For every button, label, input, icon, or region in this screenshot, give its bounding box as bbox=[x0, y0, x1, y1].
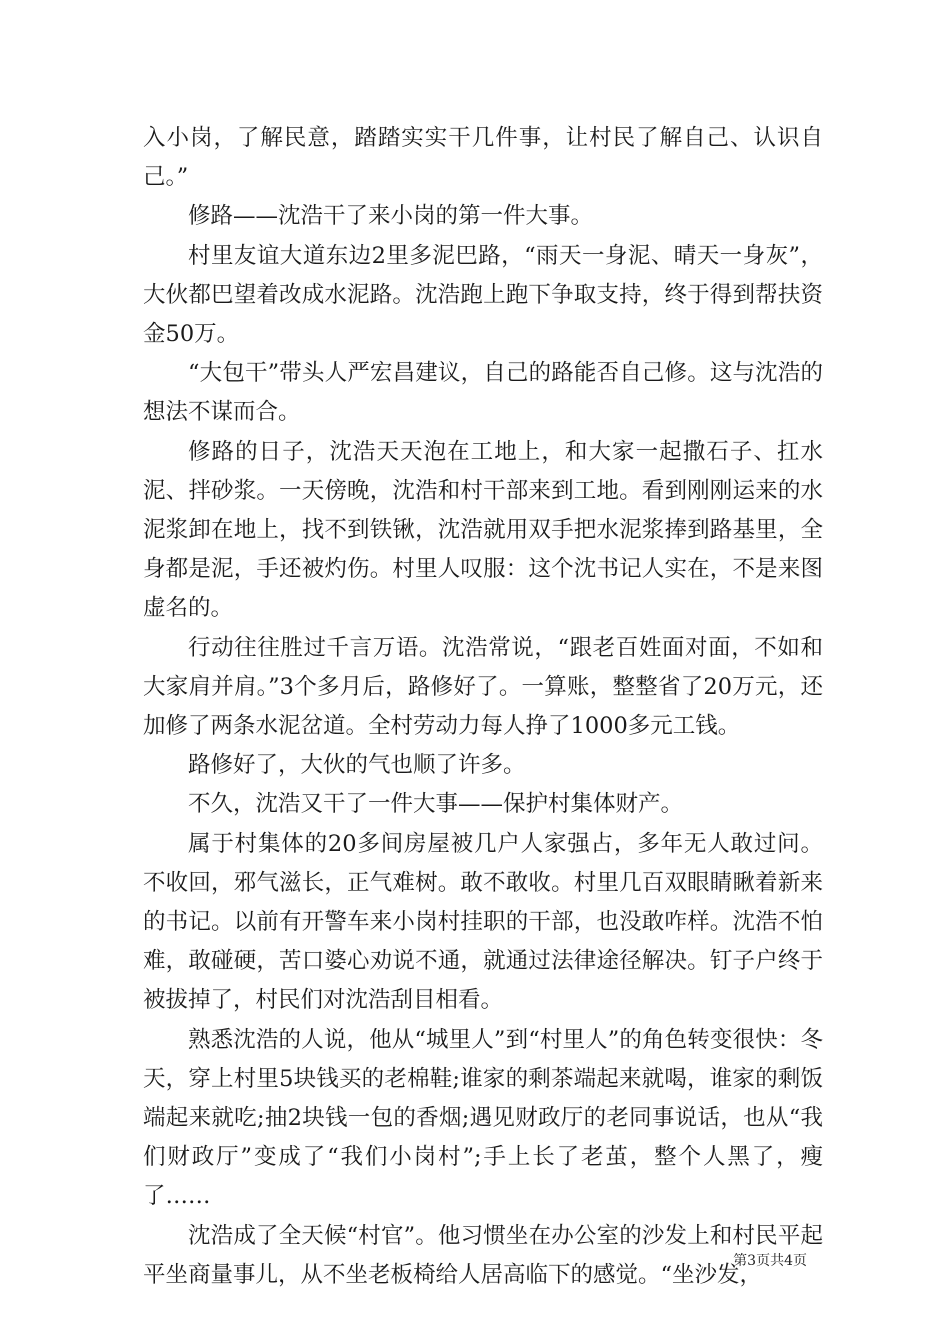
paragraph: 属于村集体的20多间房屋被几户人家强占，多年无人敢过问。不收回，邪气滋长，正气难树。敢不敢收。村里几百双眼睛瞅着新来的书记。以前有开警车来小岗村挂职的干部，也没敢咋样。沈浩不怕难，敢碰硬，苦口婆心劝说不通，就通过法律途径解决。钉子户终于被拔掉了，村民们对沈浩刮目相看。 bbox=[143, 830, 823, 1014]
paragraph: 修路——沈浩干了来小岗的第一件大事。 bbox=[188, 203, 594, 230]
paragraph: 村里友谊大道东边2里多泥巴路，“雨天一身泥、晴天一身灰”，大伙都巴望着改成水泥路。沈浩跑上跑下争取支持，终于得到帮扶资金50万。 bbox=[143, 242, 823, 348]
paragraph-continuation: 入小岗，了解民意，踏踏实实干几件事，让村民了解自己、认识自己。” bbox=[143, 125, 823, 191]
paragraph: 行动往往胜过千言万语。沈浩常说，“跟老百姓面对面，不如和大家肩并肩。”3个多月后，路修好了。一算账，整整省了20万元，还加修了两条水泥岔道。全村劳动力每人挣了1000多元工钱。 bbox=[143, 634, 823, 740]
paragraph: 不久，沈浩又干了一件大事——保护村集体财产。 bbox=[188, 791, 684, 818]
page-number: 第3页共4页 bbox=[733, 1253, 807, 1269]
paragraph: 路修好了，大伙的气也顺了许多。 bbox=[188, 752, 526, 779]
paragraph: 沈浩成了全天候“村官”。他习惯坐在办公室的沙发上和村民平起平坐商量事儿，从不坐老板椅给人居高临下的感觉。“坐沙发， bbox=[143, 1222, 823, 1288]
document-body bbox=[143, 119, 823, 1295]
paragraph: 熟悉沈浩的人说，他从“城里人”到“村里人”的角色转变很快：冬天，穿上村里5块钱买的老棉鞋;谁家的剩茶端起来就喝，谁家的剩饭端起来就吃;抽2块钱一包的香烟;遇见财政厅的老同事说话，也从“我们财政厅”变成了“我们小岗村”;手上长了老茧，整个人黑了，瘦了…… bbox=[143, 1026, 823, 1210]
paragraph: “大包干”带头人严宏昌建议，自己的路能否自己修。这与沈浩的想法不谋而合。 bbox=[143, 360, 823, 426]
paragraph: 修路的日子，沈浩天天泡在工地上，和大家一起撒石子、扛水泥、拌砂浆。一天傍晚，沈浩和村干部来到工地。看到刚刚运来的水泥浆卸在地上，找不到铁锹，沈浩就用双手把水泥浆捧到路基里，全身都是泥，手还被灼伤。村里人叹服：这个沈书记人实在，不是来图虚名的。 bbox=[143, 438, 823, 622]
